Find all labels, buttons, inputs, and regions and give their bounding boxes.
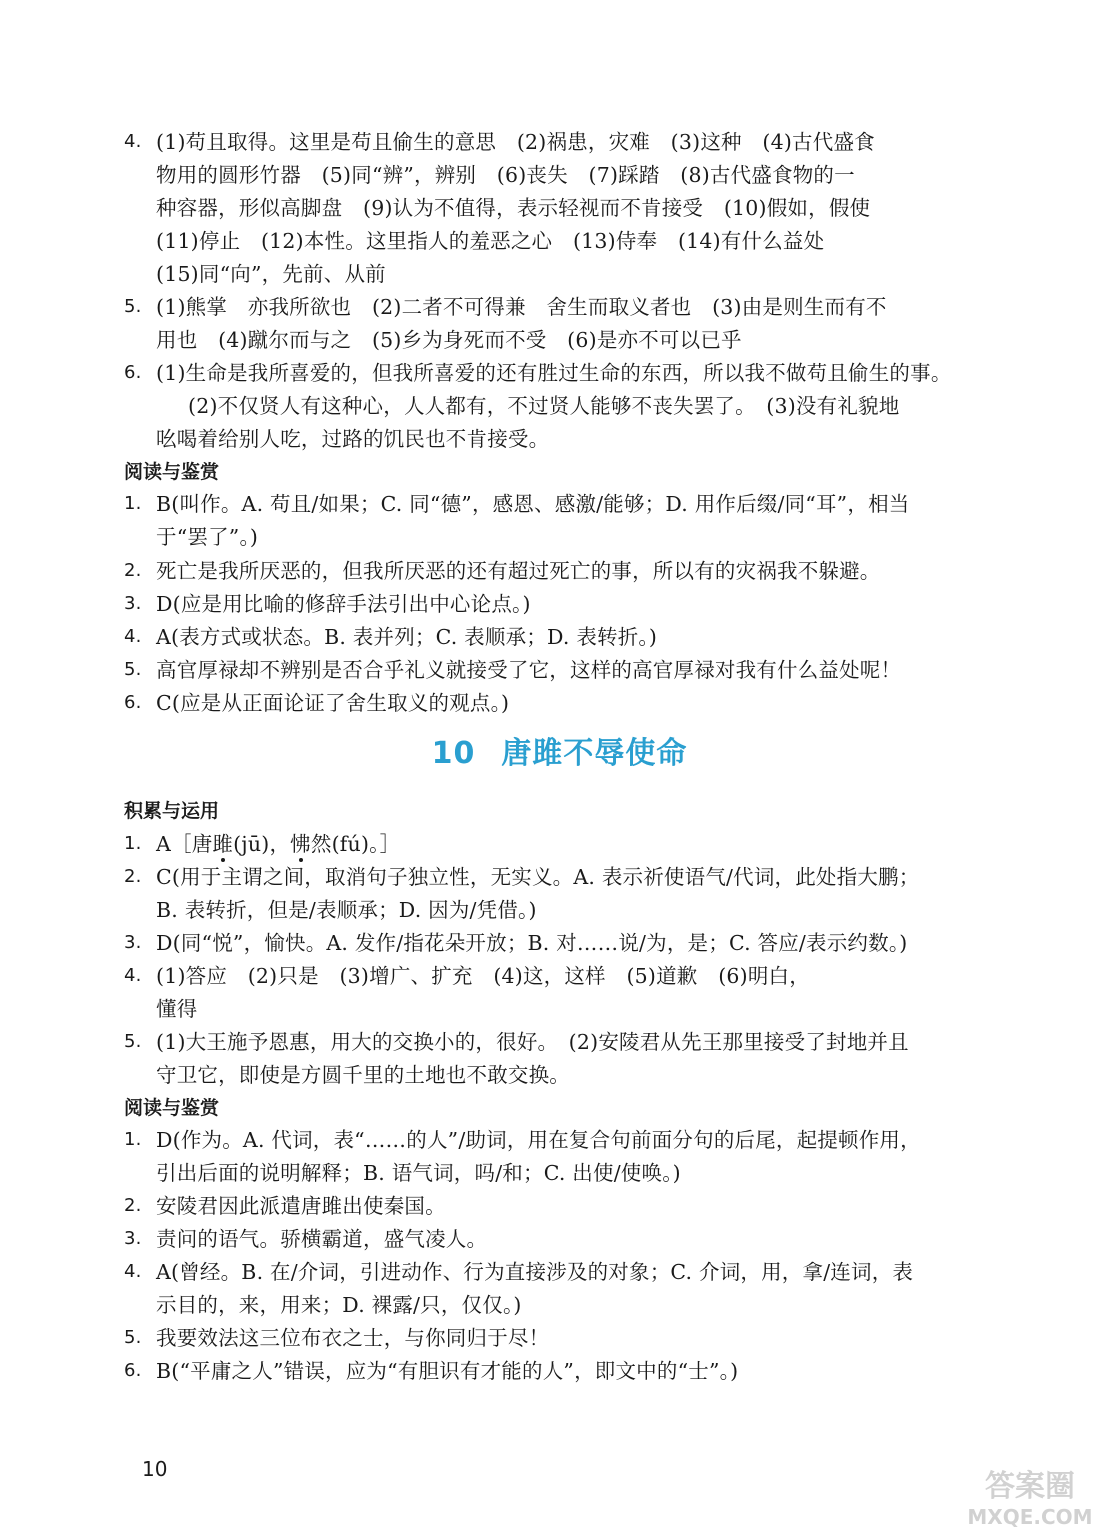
emphasized-char: 雎 (212, 832, 234, 856)
answer-text: 于“罢了”。) (156, 525, 259, 549)
answer-text: A(曾经。B. 在/介词，引进动作、行为直接涉及的对象；C. 介词，用，拿/连词，表 (156, 1260, 914, 1284)
answer-text: 守卫它，即使是方圆千里的土地也不敢交换。 (156, 1063, 570, 1087)
watermark-logo (950, 1462, 1110, 1532)
question-number: 1. (124, 833, 142, 854)
answer-text: (11)停止 (12)本性。这里指人的羞恶之心 (13)侍奉 (14)有什么益处 (156, 229, 825, 253)
chapter-number: 10 (431, 736, 476, 771)
question-number: 3. (124, 593, 142, 614)
chapter-title (0, 732, 1119, 776)
answer-text: 安陵君因此派遣唐雎出使秦国。 (156, 1194, 446, 1218)
answer-text (156, 829, 400, 859)
answer-text: 种容器，形似高脚盘 (9)认为不值得，表示轻视而不肯接受 (10)假如，假使 (156, 196, 871, 220)
answer-text: (1)生命是我所喜爱的，但我所喜爱的还有胜过生命的东西，所以我不做苟且偷生的事。 (156, 361, 952, 385)
answer-text: B. 表转折，但是/表顺承；D. 因为/凭借。) (156, 898, 537, 922)
answer-text: 我要效法这三位布衣之士，与你同归于尽！ (156, 1326, 550, 1350)
question-number: 5. (124, 296, 142, 317)
watermark-bottom-text: MXQE.COM (967, 1505, 1093, 1529)
text-fragment: A［唐 (156, 832, 213, 856)
text-fragment: 然(fú)。］ (310, 832, 401, 856)
watermark-top-text: 答案圈 (985, 1469, 1075, 1504)
answer-text: (1)大王施予恩惠，用大的交换小的，很好。 (2)安陵君从先王那里接受了封地并且 (156, 1030, 909, 1054)
chapter-name: 唐雎不辱使命 (501, 736, 688, 771)
emphasized-char: 怫 (290, 832, 311, 856)
answer-text: 用也 (4)蹴尔而与之 (5)乡为身死而不受 (6)是亦不可以已乎 (156, 328, 742, 352)
answer-text: 高官厚禄却不辨别是否合乎礼义就接受了它，这样的高官厚禄对我有什么益处呢！ (156, 658, 902, 682)
answer-text: 责问的语气。骄横霸道，盛气凌人。 (156, 1227, 488, 1251)
text-fragment: (jū)， (233, 832, 291, 856)
answer-text: B(叫作。A. 苟且/如果；C. 同“德”，感恩、感激/能够；D. 用作后缀/同“耳”，相当 (156, 492, 910, 516)
question-number: 1. (124, 493, 142, 514)
answer-text: (1)苟且取得。这里是苟且偷生的意思 (2)祸患，灾难 (3)这种 (4)古代盛食 (156, 130, 875, 154)
answer-text: 懂得 (156, 997, 198, 1021)
answer-text: (1)熊掌 亦我所欲也 (2)二者不可得兼 舍生而取义者也 (3)由是则生而有不 (156, 295, 887, 319)
question-number: 2. (124, 1195, 142, 1216)
page-number: 10 (142, 1457, 168, 1481)
answer-text: A(表方式或状态。B. 表并列；C. 表顺承；D. 表转折。) (156, 625, 658, 649)
answer-text: D(作为。A. 代词，表“……的人”/助词，用在复合句前面分句的后尾，起提顿作用， (156, 1128, 921, 1152)
question-number: 1. (124, 1129, 142, 1150)
question-number: 5. (124, 1031, 142, 1052)
question-number: 5. (124, 659, 142, 680)
question-number: 2. (124, 560, 142, 581)
answer-text: C(用于主谓之间，取消句子独立性，无实义。A. 表示祈使语气/代词，此处指大鹏； (156, 865, 920, 889)
answer-text: 物用的圆形竹器 (5)同“辨”，辨别 (6)丧失 (7)踩踏 (8)古代盛食物的一 (156, 163, 855, 187)
section-heading: 积累与运用 (124, 800, 220, 822)
question-number: 6. (124, 1360, 142, 1381)
question-number: 3. (124, 932, 142, 953)
question-number: 6. (124, 362, 142, 383)
answer-text: (2)不仅贤人有这种心，人人都有，不过贤人能够不丧失罢了。 (3)没有礼貌地 (188, 394, 900, 418)
answer-text: 死亡是我所厌恶的，但我所厌恶的还有超过死亡的事，所以有的灾祸我不躲避。 (156, 559, 881, 583)
answer-text: 引出后面的说明解释；B. 语气词，吗/和；C. 出使/使唤。) (156, 1161, 681, 1185)
question-number: 6. (124, 692, 142, 713)
question-number: 4. (124, 965, 142, 986)
answer-text: (15)同“向”，先前、从前 (156, 262, 386, 286)
question-number: 3. (124, 1228, 142, 1249)
section-heading: 阅读与鉴赏 (124, 1097, 220, 1119)
question-number: 5. (124, 1327, 142, 1348)
question-number: 4. (124, 131, 142, 152)
answer-text: C(应是从正面论证了舍生取义的观点。) (156, 691, 510, 715)
answer-text: 示目的，来，用来；D. 裸露/只，仅仅。) (156, 1293, 522, 1317)
question-number: 4. (124, 1261, 142, 1282)
answer-text: (1)答应 (2)只是 (3)增广、扩充 (4)这，这样 (5)道歉 (6)明白， (156, 964, 810, 988)
answer-text: D(同“悦”，愉快。A. 发作/指花朵开放；B. 对……说/为，是；C. 答应/表示约数。) (156, 931, 908, 955)
section-heading: 阅读与鉴赏 (124, 461, 220, 483)
question-number: 4. (124, 626, 142, 647)
question-number: 2. (124, 866, 142, 887)
answer-text: 吆喝着给别人吃，过路的饥民也不肯接受。 (156, 427, 550, 451)
answer-text: B(“平庸之人”错误，应为“有胆识有才能的人”，即文中的“士”。) (156, 1359, 739, 1383)
answer-text: D(应是用比喻的修辞手法引出中心论点。) (156, 592, 531, 616)
